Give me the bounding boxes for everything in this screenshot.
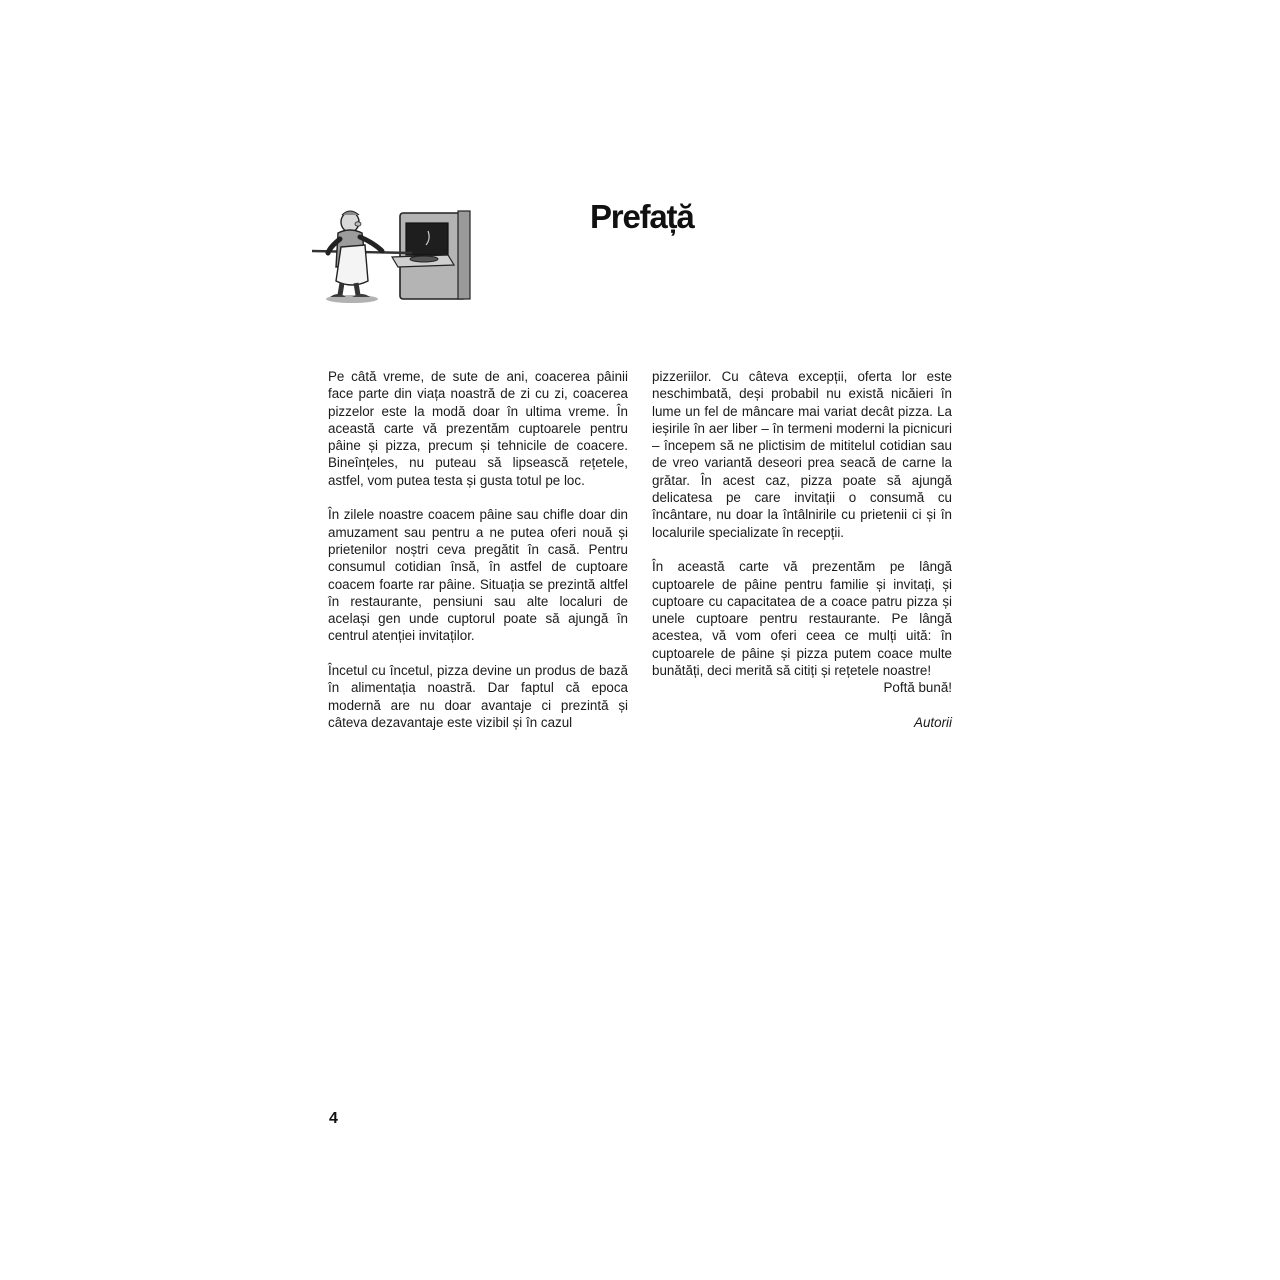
paragraph: pizzeriilor. Cu câteva excepții, oferta lor este neschimbată, deși probabil nu există nicăieri în lume un fel de mâncare mai variat decât pizza. La ieșirile în aer liber – în termeni moderni la picnicuri – începem să ne plictisim de mititelul cotidian sau de vreo variantă deseori prea seacă de carne la grătar. În acest caz, pizza poate să ajungă delicatesa pe care invitații o consumă cu încântare, nu doar la întâlnirile cu prietenii ci și în localurile specializate în recepții.: [652, 369, 952, 540]
page-number: 4: [329, 1110, 338, 1127]
text-column-right: [652, 368, 952, 749]
paragraph: Încetul cu încetul, pizza devine un produs de bază în alimentația noastră. Dar faptul că epoca modernă are nu doar avantaje ci prezintă și câteva dezavantaje este vizibil și în cazul: [328, 663, 628, 730]
baker-with-oven-illustration: [308, 205, 478, 305]
signature: Autorii: [914, 714, 952, 730]
paragraph: Pe câtă vreme, de sute de ani, coacerea pâinii face parte din viața noastră de zi cu zi, coacerea pizzelor este la modă doar în ultima vreme. În această carte vă prezentăm cuptoarele pentru pâine și pizza, precum și tehnicile de coacere. Bineînțeles, nu puteau să lipsească rețetele, astfel, vom putea testa și gusta totul pe loc.: [328, 369, 628, 488]
paragraph: În această carte vă prezentăm pe lângă cuptoarele de pâine pentru familie și invitați, și cuptoare cu capacitatea de a coace patru pizza și unele cuptoare pentru restaurante. Pe lângă acestea, vă vom oferi ceea ce mulți uită: în cuptoarele de pâine și pizza putem coace multe bunătăți, deci merită să citiți și rețetele noastre!: [652, 559, 952, 679]
text-column-left: [328, 368, 628, 749]
closing-greeting: Poftă bună!: [883, 680, 952, 696]
page-title: Prefață: [590, 198, 694, 235]
paragraph: În zilele noastre coacem pâine sau chifle doar din amuzament sau pentru a ne putea oferi nouă și prietenilor noștri ceva pregătit în casă. Pentru consumul cotidian însă, în astfel de cuptoare coacem foarte rar pâine. Situația se prezintă altfel în restaurante, pensiuni sau alte localuri de același gen unde cuptorul poate să ajungă în centrul atenției invitaților.: [328, 507, 628, 644]
